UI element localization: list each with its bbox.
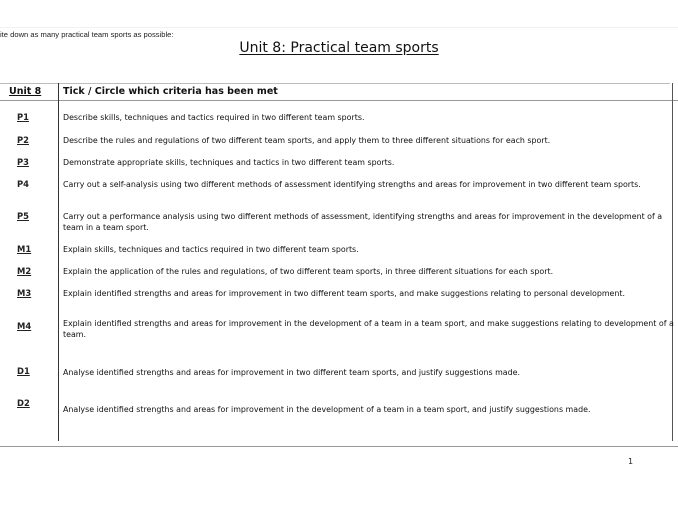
criteria-code-d1[interactable]: D1 bbox=[17, 366, 30, 376]
criteria-description: Explain skills, techniques and tactics required in two different team sports. bbox=[63, 245, 359, 254]
criteria-description: Describe the rules and regulations of two different team sports, and apply them to three different situations for each sport. bbox=[63, 136, 551, 145]
criteria-code-m4[interactable]: M4 bbox=[17, 321, 32, 331]
criteria-description: Explain identified strengths and areas for improvement in two different team sports, and make suggestions relating to personal development. bbox=[63, 289, 625, 298]
page-title-text: Unit 8: Practical team sports bbox=[239, 40, 439, 56]
criteria-code-m1[interactable]: M1 bbox=[17, 244, 32, 254]
header-unit: Unit 8 bbox=[9, 86, 42, 97]
criteria-description: Analyse identified strengths and areas for improvement in the development of a team in a team sport, and justify suggestions made. bbox=[63, 405, 591, 414]
criteria-description: Analyse identified strengths and areas for improvement in two different team sports, and justify suggestions made. bbox=[63, 368, 520, 377]
criteria-code-p2[interactable]: P2 bbox=[17, 135, 29, 145]
criteria-code-p3[interactable]: P3 bbox=[17, 157, 29, 167]
page-number: 1 bbox=[628, 457, 634, 466]
criteria-description: Describe skills, techniques and tactics required in two different team sports. bbox=[63, 113, 365, 122]
criteria-code-m3[interactable]: M3 bbox=[17, 288, 32, 298]
criteria-code-p1[interactable]: P1 bbox=[17, 112, 29, 122]
table-top-border bbox=[0, 83, 670, 84]
criteria-code-p5[interactable]: P5 bbox=[17, 211, 29, 221]
top-divider bbox=[0, 27, 678, 28]
criteria-description: Carry out a self-analysis using two different methods of assessment identifying strengths and areas for improvement in two different team sports. bbox=[63, 180, 641, 189]
criteria-code-m2[interactable]: M2 bbox=[17, 266, 32, 276]
criteria-description: Carry out a performance analysis using two different methods of assessment, identifying strengths and areas for improvement in the development of a team in a team sport. bbox=[63, 212, 663, 232]
table-header-divider bbox=[0, 100, 678, 101]
table-column-divider bbox=[58, 83, 59, 441]
page-title bbox=[0, 40, 678, 56]
instruction-text: ite down as many practical team sports as possible: bbox=[0, 30, 174, 39]
criteria-description: Demonstrate appropriate skills, techniques and tactics in two different team sports. bbox=[63, 158, 395, 167]
criteria-description: Explain the application of the rules and regulations, of two different team sports, in three different situations for each sport. bbox=[63, 267, 554, 276]
criteria-code-p4[interactable]: P4 bbox=[17, 179, 29, 189]
header-criteria: Tick / Circle which criteria has been met bbox=[63, 86, 278, 97]
criteria-description: Explain identified strengths and areas for improvement in the development of a team in a team sport, and make suggestions relating to development of a team. bbox=[63, 319, 674, 339]
table-bottom-border bbox=[0, 446, 678, 447]
criteria-code-d2[interactable]: D2 bbox=[17, 398, 30, 408]
